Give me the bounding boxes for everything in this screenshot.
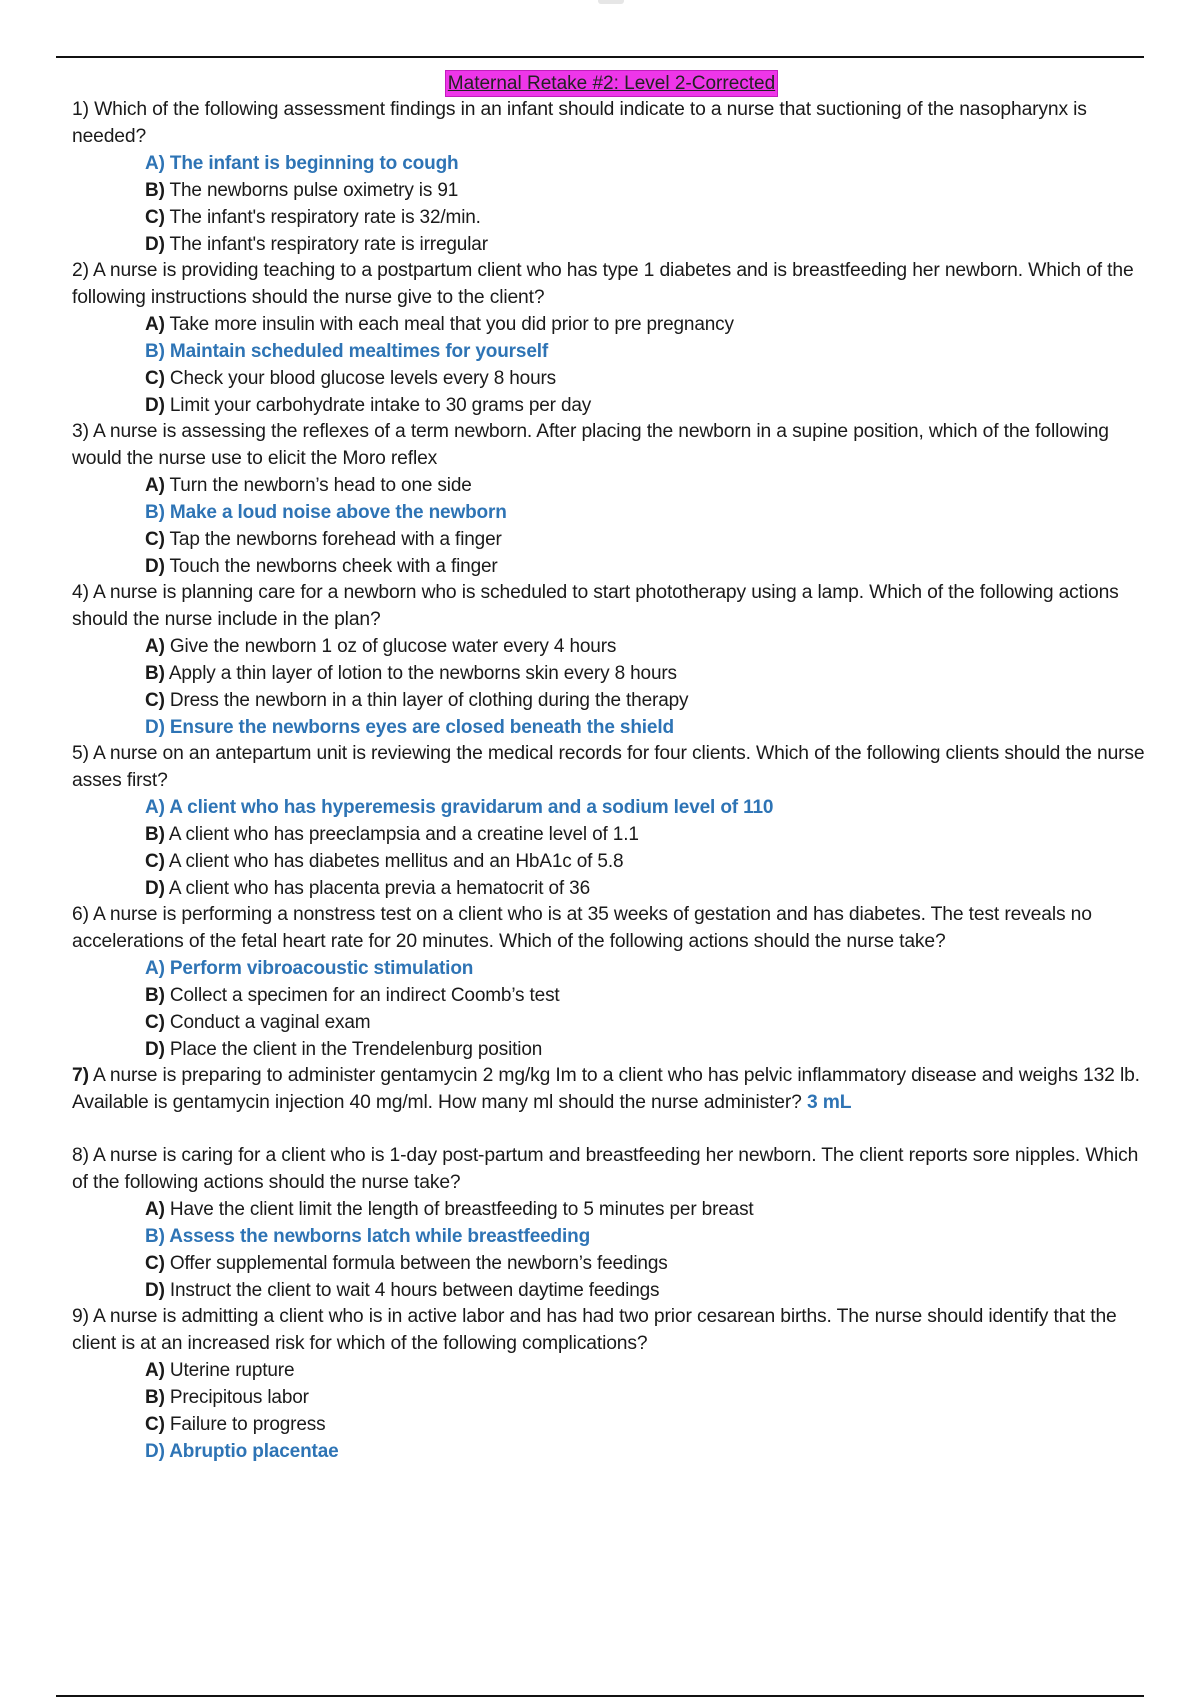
option-letter: C) (145, 851, 165, 872)
answer-option (145, 875, 1157, 902)
question-text: A nurse is providing teaching to a postpartum client who has type 1 diabetes and is breastfeeding her newborn. Which of the following instructions should the nurse give to the client? (72, 260, 1134, 308)
question-stem (72, 97, 1157, 150)
answer-option (145, 177, 1157, 204)
option-list (72, 1357, 1157, 1465)
option-letter: D) (145, 878, 165, 899)
answer-option (145, 231, 1157, 258)
option-letter: A) (145, 636, 165, 657)
option-text: Turn the newborn’s head to one side (169, 475, 472, 496)
option-letter: B) (145, 180, 165, 201)
question-number: 9) (72, 1306, 89, 1327)
question-text: A nurse is performing a nonstress test on a client who is at 35 weeks of gestation and has diabetes. The test reveals no accelerations of the fetal heart rate for 20 minutes. Which of the following actions should the nurse take? (72, 904, 1092, 952)
option-list (72, 1196, 1157, 1304)
option-letter: A) (145, 314, 165, 335)
option-text: Ensure the newborns eyes are closed beneath the shield (169, 717, 674, 738)
option-letter: C) (145, 207, 165, 228)
option-text: Instruct the client to wait 4 hours between daytime feedings (169, 1280, 660, 1301)
question-6 (72, 902, 1157, 1063)
question-number: 2) (72, 260, 89, 281)
question-2 (72, 258, 1157, 419)
question-4 (72, 580, 1157, 741)
question-5 (72, 741, 1157, 902)
document-title: Maternal Retake #2: Level 2-Corrected (445, 70, 778, 97)
option-list (72, 150, 1157, 258)
answer-option (145, 821, 1157, 848)
option-letter: B) (145, 341, 165, 362)
correct-option (145, 794, 1157, 821)
answer-option (145, 1357, 1157, 1384)
question-number: 1) (72, 99, 89, 120)
answer-option (145, 1196, 1157, 1223)
option-letter: D) (145, 556, 165, 577)
question-stem (72, 1304, 1157, 1357)
correct-option (145, 1438, 1157, 1465)
option-letter: B) (145, 824, 165, 845)
option-letter: A) (145, 797, 165, 818)
option-letter: A) (145, 475, 165, 496)
answer-option (145, 687, 1157, 714)
option-text: Place the client in the Trendelenburg position (169, 1039, 543, 1060)
question-number: 5) (72, 743, 89, 764)
option-text: Uterine rupture (169, 1360, 295, 1381)
option-text: A client who has hyperemesis gravidarum and a sodium level of 110 (169, 797, 774, 818)
option-letter: A) (145, 153, 165, 174)
option-text: Dress the newborn in a thin layer of clothing during the therapy (169, 690, 689, 711)
question-text: A nurse is admitting a client who is in active labor and has had two prior cesarean births. The nurse should identify that the client is at an increased risk for which of the following complications? (72, 1306, 1117, 1354)
answer-option (145, 204, 1157, 231)
option-text: Touch the newborns cheek with a finger (169, 556, 498, 577)
option-text: Give the newborn 1 oz of glucose water every 4 hours (169, 636, 617, 657)
option-list (72, 633, 1157, 741)
answer-option (145, 365, 1157, 392)
correct-option (145, 338, 1157, 365)
title-line (66, 70, 1157, 97)
question-text: A nurse is caring for a client who is 1-day post-partum and breastfeeding her newborn. The client reports sore nipples. Which of the following actions should the nurse take? (72, 1145, 1139, 1193)
option-text: The infant's respiratory rate is irregular (169, 234, 488, 255)
option-text: Offer supplemental formula between the newborn’s feedings (169, 1253, 668, 1274)
option-letter: B) (145, 663, 165, 684)
option-letter: C) (145, 1253, 165, 1274)
question-text: A nurse is preparing to administer gentamycin 2 mg/kg Im to a client who has pelvic inflammatory disease and weighs 132 lb. Available is gentamycin injection 40 mg/ml. How many ml should the nurse administer? (72, 1065, 1140, 1113)
question-1 (72, 97, 1157, 258)
option-letter: B) (145, 1226, 165, 1247)
option-text: Assess the newborns latch while breastfeeding (169, 1226, 591, 1247)
answer-option (145, 553, 1157, 580)
option-letter: C) (145, 1414, 165, 1435)
option-letter: D) (145, 1039, 165, 1060)
question-text: A nurse on an antepartum unit is reviewing the medical records for four clients. Which of the following clients should the nurse asses first? (72, 743, 1145, 791)
answer-option (145, 1009, 1157, 1036)
option-letter: C) (145, 368, 165, 389)
option-letter: D) (145, 234, 165, 255)
question-number: 3) (72, 421, 89, 442)
question-stem (72, 902, 1157, 955)
option-letter: C) (145, 529, 165, 550)
option-list (72, 472, 1157, 580)
spacer (72, 1116, 1157, 1143)
answer-option (145, 1277, 1157, 1304)
option-text: Have the client limit the length of breastfeeding to 5 minutes per breast (169, 1199, 754, 1220)
answer-option (145, 392, 1157, 419)
option-list (72, 311, 1157, 419)
question-8 (72, 1143, 1157, 1304)
option-text: The infant's respiratory rate is 32/min. (169, 207, 481, 228)
answer-option (145, 472, 1157, 499)
document-body (72, 70, 1157, 1465)
question-text: Which of the following assessment findings in an infant should indicate to a nurse that suctioning of the nasopharynx is needed? (72, 99, 1087, 147)
option-letter: A) (145, 1199, 165, 1220)
question-number: 6) (72, 904, 89, 925)
answer-option (145, 982, 1157, 1009)
option-text: Conduct a vaginal exam (169, 1012, 371, 1033)
answer-option (145, 311, 1157, 338)
correct-option (145, 499, 1157, 526)
question-7 (72, 1063, 1157, 1143)
option-letter: B) (145, 985, 165, 1006)
option-text: The infant is beginning to cough (169, 153, 459, 174)
question-list (72, 97, 1157, 1465)
question-stem (72, 741, 1157, 794)
answer-option (145, 1250, 1157, 1277)
footer-rule (56, 1695, 1144, 1697)
answer-option (145, 526, 1157, 553)
option-letter: D) (145, 1441, 165, 1462)
question-3 (72, 419, 1157, 580)
option-text: Abruptio placentae (169, 1441, 339, 1462)
option-text: A client who has preeclampsia and a creatine level of 1.1 (168, 824, 639, 845)
option-text: A client who has diabetes mellitus and an HbA1c of 5.8 (168, 851, 624, 872)
answer-option (145, 1384, 1157, 1411)
question-stem (72, 580, 1157, 633)
option-letter: C) (145, 690, 165, 711)
option-text: A client who has placenta previa a hematocrit of 36 (168, 878, 591, 899)
option-letter: C) (145, 1012, 165, 1033)
question-number: 8) (72, 1145, 89, 1166)
question-9 (72, 1304, 1157, 1465)
option-text: Apply a thin layer of lotion to the newborns skin every 8 hours (168, 663, 677, 684)
question-stem (72, 1063, 1157, 1116)
question-text: A nurse is planning care for a newborn who is scheduled to start phototherapy using a lamp. Which of the following actions should the nurse include in the plan? (72, 582, 1119, 630)
correct-option (145, 1223, 1157, 1250)
option-letter: A) (145, 958, 165, 979)
option-letter: D) (145, 717, 165, 738)
option-text: Precipitous labor (169, 1387, 309, 1408)
header-rule (56, 56, 1144, 58)
answer-option (145, 1411, 1157, 1438)
correct-option (145, 955, 1157, 982)
correct-option (145, 714, 1157, 741)
option-letter: A) (145, 1360, 165, 1381)
option-text: The newborns pulse oximetry is 91 (169, 180, 459, 201)
option-letter: B) (145, 1387, 165, 1408)
option-text: Maintain scheduled mealtimes for yourself (169, 341, 549, 362)
question-text: A nurse is assessing the reflexes of a term newborn. After placing the newborn in a supine position, which of the following would the nurse use to elicit the Moro reflex (72, 421, 1109, 469)
option-text: Failure to progress (169, 1414, 326, 1435)
answer-option (145, 1036, 1157, 1063)
option-letter: B) (145, 502, 165, 523)
option-letter: D) (145, 1280, 165, 1301)
option-text: Perform vibroacoustic stimulation (169, 958, 474, 979)
correct-answer: 3 mL (806, 1091, 852, 1113)
option-text: Collect a specimen for an indirect Coomb’s test (169, 985, 560, 1006)
option-text: Limit your carbohydrate intake to 30 grams per day (169, 395, 592, 416)
answer-option (145, 660, 1157, 687)
option-list (72, 955, 1157, 1063)
question-stem (72, 1143, 1157, 1196)
option-letter: D) (145, 395, 165, 416)
option-text: Make a loud noise above the newborn (169, 502, 507, 523)
question-number: 7) (72, 1065, 89, 1086)
option-text: Tap the newborns forehead with a finger (169, 529, 502, 550)
option-list (72, 794, 1157, 902)
option-text: Take more insulin with each meal that you did prior to pre pregnancy (169, 314, 734, 335)
question-number: 4) (72, 582, 89, 603)
correct-option (145, 150, 1157, 177)
answer-option (145, 633, 1157, 660)
question-stem (72, 258, 1157, 311)
question-stem (72, 419, 1157, 472)
answer-option (145, 848, 1157, 875)
option-text: Check your blood glucose levels every 8 hours (169, 368, 557, 389)
page-top-mark (598, 0, 624, 4)
